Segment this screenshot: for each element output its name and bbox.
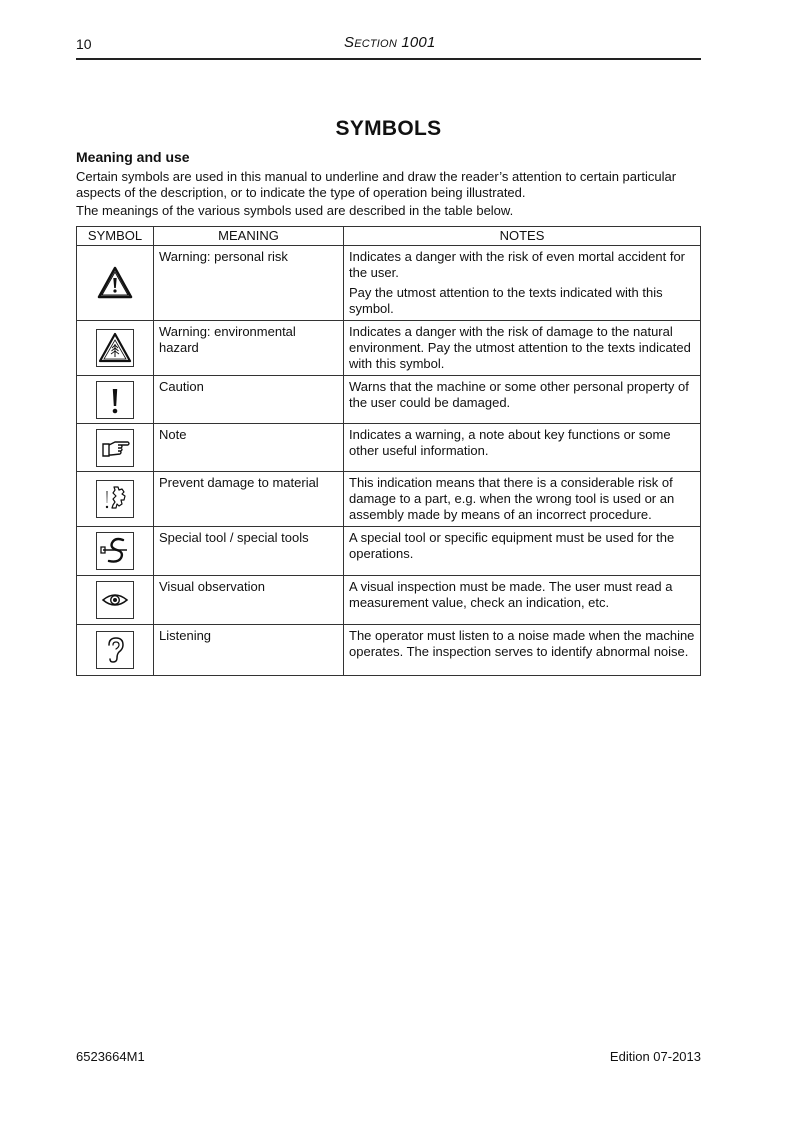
meaning-cell: Listening <box>154 625 344 676</box>
meaning-cell: Caution <box>154 376 344 424</box>
warning-triangle-exclamation-icon <box>97 265 133 301</box>
symbol-cell <box>77 576 154 625</box>
table-row <box>77 576 701 625</box>
meaning-cell: Note <box>154 424 344 472</box>
table-row <box>77 472 701 527</box>
note-text: The operator must listen to a noise made when the machine operates. The inspection serves to identify abnormal noise. <box>349 628 695 659</box>
document-code: 6523664M1 <box>76 1049 145 1064</box>
table-header-row <box>77 227 701 246</box>
notes-cell <box>344 376 701 424</box>
note-text: A visual inspection must be made. The user must read a measurement value, check an indication, etc. <box>349 579 673 610</box>
symbol-cell <box>77 424 154 472</box>
table-row <box>77 321 701 376</box>
meaning-cell: Prevent damage to material <box>154 472 344 527</box>
meaning-cell: Warning: personal risk <box>154 246 344 321</box>
notes-cell <box>344 472 701 527</box>
intro-paragraph-2: The meanings of the various symbols used are described in the table below. <box>76 203 514 218</box>
symbol-cell <box>77 527 154 576</box>
header-meaning: MEANING <box>154 227 344 246</box>
meaning-cell: Visual observation <box>154 576 344 625</box>
meaning-cell: Warning: environmental hazard <box>154 321 344 376</box>
symbols-table <box>76 226 701 676</box>
header-symbol: SYMBOL <box>77 227 154 246</box>
symbol-cell <box>77 246 154 321</box>
intro-paragraph-1: Certain symbols are used in this manual to underline and draw the reader’s attention to certain particular aspects of the description, or to indicate the type of operation being illustrated. <box>76 169 677 200</box>
notes-cell <box>344 625 701 676</box>
page-number: 10 <box>76 36 92 52</box>
pointing-hand-icon <box>96 429 134 467</box>
symbol-cell <box>77 472 154 527</box>
notes-cell <box>344 576 701 625</box>
table-row <box>77 527 701 576</box>
symbol-cell <box>77 376 154 424</box>
note-text: A special tool or specific equipment must be used for the operations. <box>349 530 675 561</box>
intro-text <box>76 169 704 221</box>
table-row <box>77 376 701 424</box>
header-notes: NOTES <box>344 227 701 246</box>
table-row <box>77 625 701 676</box>
subheading: Meaning and use <box>76 149 190 165</box>
table-row <box>77 424 701 472</box>
page-title: SYMBOLS <box>335 117 442 140</box>
special-tool-icon <box>96 532 134 570</box>
table-row <box>77 246 701 321</box>
edition-label: Edition 07-2013 <box>609 1049 701 1064</box>
exclamation-icon <box>96 381 134 419</box>
note-text: Indicates a danger with the risk of damage to the natural environment. Pay the utmost attention to the texts indicated with this symbol. <box>349 324 691 371</box>
damaged-gear-icon <box>96 480 134 518</box>
note-text: Indicates a danger with the risk of even mortal accident for the user. <box>349 249 686 280</box>
meaning-cell: Special tool / special tools <box>154 527 344 576</box>
header-rule <box>76 58 701 60</box>
section-title: Section 1001 <box>344 34 436 51</box>
note-text: Indicates a warning, a note about key functions or some other useful information. <box>349 427 671 458</box>
symbol-cell <box>77 321 154 376</box>
eye-icon <box>96 581 134 619</box>
notes-cell <box>344 527 701 576</box>
note-text: This indication means that there is a considerable risk of damage to a part, e.g. when the wrong tool is used or an assembly made by means of an incorrect procedure. <box>349 475 675 522</box>
note-text: Warns that the machine or some other personal property of the user could be damaged. <box>349 379 689 410</box>
ear-icon <box>96 631 134 669</box>
environmental-hazard-tree-icon <box>96 329 134 367</box>
symbol-cell <box>77 625 154 676</box>
notes-cell <box>344 246 701 321</box>
note-text: Pay the utmost attention to the texts indicated with this symbol. <box>349 285 663 316</box>
notes-cell <box>344 321 701 376</box>
notes-cell <box>344 424 701 472</box>
